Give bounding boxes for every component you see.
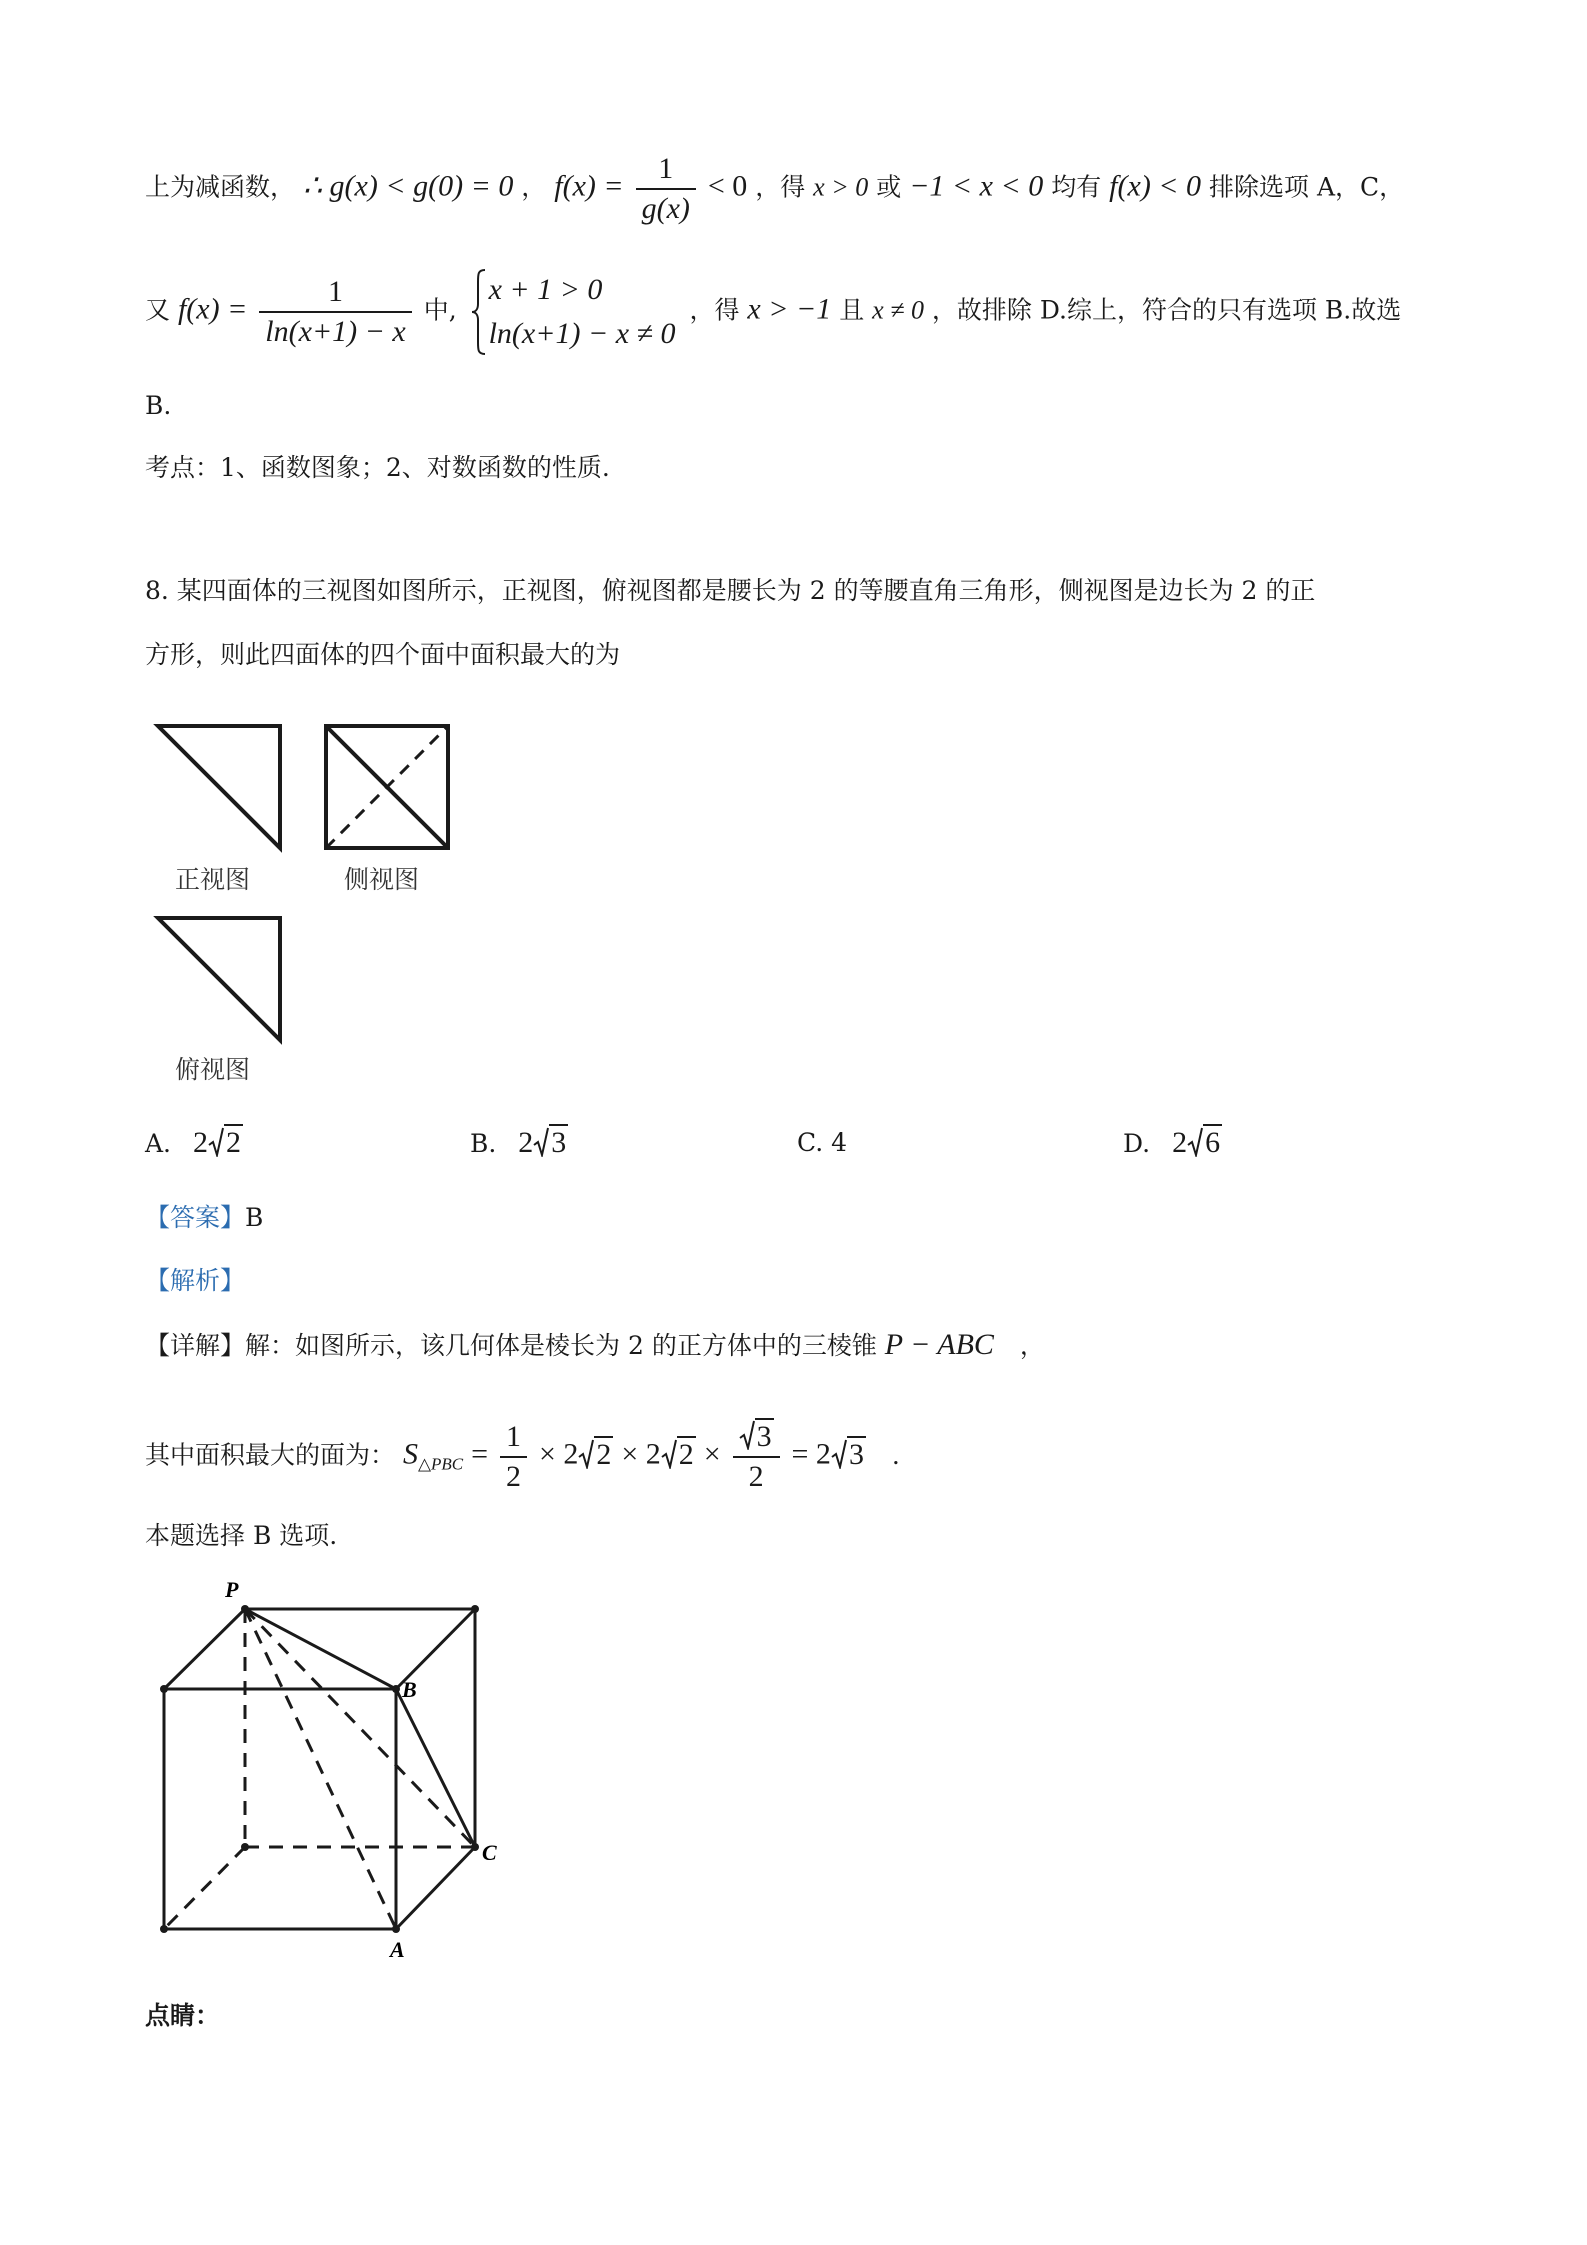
option-d-coef: 2 [1172, 1126, 1188, 1159]
option-b-radicand: 3 [551, 1126, 567, 1159]
para1-text-1: 上为减函数， [145, 172, 296, 202]
sqrt-icon [578, 1439, 594, 1469]
dianjing-line: 点睛： [145, 2001, 221, 2030]
para2-sys-row1: x + 1 > 0 [488, 273, 603, 306]
kaodian-line: 考点：1、函数图象；2、对数函数的性质. [145, 453, 610, 482]
option-d-radicand: 6 [1205, 1126, 1221, 1159]
para1-therefore-expr: ∴ g(x) < g(0) = 0 [302, 169, 514, 203]
sqrt-icon [831, 1439, 847, 1469]
para2-frac-num: 1 [259, 273, 411, 313]
option-b-sqrt [533, 1125, 568, 1161]
sqrt-icon [533, 1127, 549, 1157]
para3-line: B. [145, 391, 172, 420]
sqrt-icon [208, 1127, 224, 1157]
area-eq: = [471, 1437, 489, 1471]
area-sqrt2 [661, 1437, 696, 1473]
option-c-label: C. [797, 1128, 824, 1157]
para2-text-2: 中, [423, 295, 457, 325]
area-sqrt4 [831, 1437, 866, 1473]
area-line [145, 1418, 900, 1496]
area-s: S [402, 1437, 418, 1471]
brace-icon [471, 268, 487, 356]
cube-figure [150, 1575, 510, 1965]
area-r3: 3 [756, 1420, 772, 1453]
para1-fxlt0: f(x) < 0 [1109, 169, 1202, 203]
para2-frac-den: ln(x+1) − x [265, 315, 406, 348]
option-a-sqrt [208, 1125, 243, 1161]
para2-fraction [259, 273, 411, 351]
area-half-den: 2 [505, 1460, 521, 1493]
detail-text: 解：如图所示，该几何体是棱长为 2 的正方体中的三棱锥 [245, 1331, 877, 1360]
area-half-num: 1 [500, 1418, 527, 1458]
option-a [145, 1125, 243, 1162]
area-r2: 2 [678, 1437, 694, 1471]
para2-and: 且 [839, 295, 865, 325]
area-times1: × 2 [538, 1437, 579, 1471]
option-d [1123, 1125, 1222, 1162]
q8-line1: 8. 某四面体的三视图如图所示，正视图，俯视图都是腰长为 2 的等腰直角三角形，侧视图是边长为 2 的正 [145, 576, 1316, 605]
area-r1: 2 [596, 1437, 612, 1471]
area-sub: △PBC [417, 1454, 464, 1474]
top-view-figure [150, 914, 285, 1049]
para1-cond1: x > 0 [813, 172, 869, 202]
area-times2: × 2 [621, 1437, 661, 1471]
analysis-tag: 【解析】 [145, 1266, 246, 1295]
area-times3: × [703, 1437, 721, 1471]
para2-c1: x > −1 [747, 292, 832, 326]
front-view-label: 正视图 [175, 865, 251, 894]
answer-line [145, 1200, 263, 1236]
cube-front-face [164, 1689, 396, 1929]
option-b [470, 1125, 568, 1162]
front-view-figure [150, 722, 285, 857]
detail-expr: P − ABC [884, 1328, 994, 1361]
para2-line [145, 268, 1401, 356]
para1-line [145, 150, 1404, 228]
sqrt-icon [1187, 1127, 1203, 1157]
area-r4: 3 [848, 1437, 864, 1471]
cube-label-c: C [482, 1840, 497, 1865]
area-eq2: = 2 [791, 1437, 831, 1471]
sqrt-icon [739, 1420, 755, 1450]
option-a-coef: 2 [192, 1126, 208, 1159]
area-sqrt3-num [733, 1418, 780, 1458]
para1-or: 或 [876, 172, 902, 202]
para1-lt0: < 0 [707, 169, 748, 203]
area-text: 其中面积最大的面为： [145, 1440, 396, 1470]
answer-value: B [245, 1203, 264, 1232]
option-d-sqrt [1187, 1125, 1222, 1161]
q8-line2: 方形，则此四面体的四个面中面积最大的为 [145, 640, 621, 669]
para1-text-4: 排除选项 A，C， [1209, 172, 1405, 202]
area-sqrt3-frac [733, 1418, 780, 1496]
para1-fx: f(x) = [554, 169, 624, 203]
para1-fraction [636, 150, 696, 228]
para2-text-3: ，得 [689, 295, 740, 325]
side-view-figure [322, 722, 457, 857]
option-c-value: 4 [831, 1128, 848, 1157]
option-b-coef: 2 [518, 1126, 534, 1159]
para1-cond2: −1 < x < 0 [909, 169, 1044, 203]
area-sqrt1 [578, 1437, 613, 1473]
para2-text-1: 又 [145, 295, 171, 325]
area-frac-den: 2 [748, 1460, 764, 1493]
top-view-label: 俯视图 [175, 1055, 251, 1084]
area-end: . [891, 1440, 900, 1470]
sqrt-icon [661, 1439, 677, 1469]
cube-label-b: B [402, 1677, 417, 1702]
para1-frac-den: g(x) [641, 192, 690, 225]
para1-text-2: ，得 [755, 172, 806, 202]
para2-sys-row2: ln(x+1) − x ≠ 0 [488, 317, 676, 350]
cube-label-p: P [225, 1577, 239, 1602]
para2-fx: f(x) = [177, 292, 248, 326]
answer-tag: 【答案】 [145, 1203, 246, 1232]
para1-frac-num: 1 [636, 150, 696, 190]
side-view-label: 侧视图 [344, 865, 420, 894]
para2-system [471, 268, 676, 356]
cube-label-a: A [390, 1937, 405, 1962]
detail-line [145, 1327, 1045, 1364]
area-sqrt3 [739, 1418, 774, 1456]
para1-sep: ， [521, 172, 547, 202]
option-b-label: B. [470, 1129, 497, 1158]
para1-text-3: 均有 [1051, 172, 1102, 202]
option-a-label: A. [145, 1129, 172, 1158]
option-d-label: D. [1123, 1129, 1151, 1158]
para2-text-4: ，故排除 D.综上，符合的只有选项 B.故选 [931, 295, 1402, 325]
option-c [797, 1125, 847, 1161]
detail-end: ， [1019, 1331, 1045, 1360]
area-half [500, 1418, 527, 1496]
choose-line: 本题选择 B 选项. [145, 1521, 338, 1550]
para2-c2: x ≠ 0 [872, 295, 924, 325]
option-a-radicand: 2 [225, 1126, 241, 1159]
detail-tag: 【详解】 [145, 1331, 246, 1360]
